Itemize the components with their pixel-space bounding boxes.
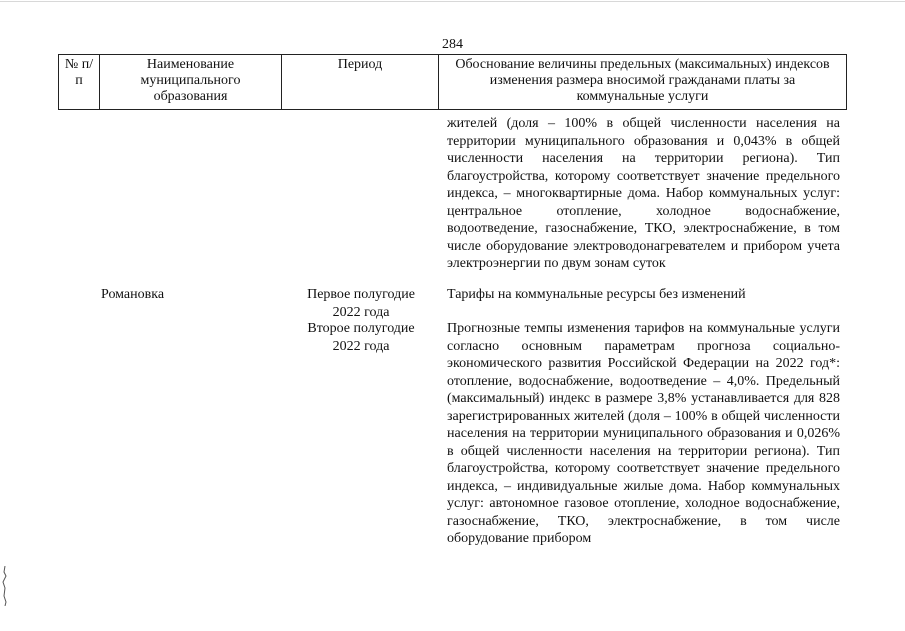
- municipality-name: Романовка: [101, 287, 165, 302]
- period-second-line2: 2022 года: [332, 338, 390, 354]
- justification-second-half: [447, 320, 840, 548]
- table-header: [58, 54, 847, 110]
- continuation-paragraph: жителей (доля – 100% в общей численности населения на территории муниципального образования и 0,043% в общей численности населения на территории региона). Тип благоустройства, которому соответствует значение предельного индекса, – многоквартирные дома. Набор коммунальных услуг: центральное отопление, холодное водоснабжение, водоотведение, газоснабжение, ТКО, электроснабжение, в том числе оборудование электроводонагревателем и прибором учета электроэнергии по двум зонам суток: [447, 116, 840, 271]
- period-first-line2: 2022 года: [332, 304, 390, 320]
- header-period: Период: [282, 55, 439, 110]
- header-justification: Обоснование величины предельных (максимальных) индексов изменения размера вносимой гражданами платы за коммунальные услуги: [439, 55, 847, 110]
- scan-artifact-mark: [2, 566, 8, 606]
- scan-edge-line: [0, 1, 905, 2]
- period-first-line1: Первое полугодие: [307, 287, 415, 302]
- header-municipality-name: Наименование муниципального образования: [100, 55, 282, 110]
- justification-second-text: Прогнозные темпы изменения тарифов на коммунальные услуги согласно основным параметрам прогноза социально-экономического развития Российской Федерации на 2022 год*: отопление, водоснабжение, водоотведение – 4,0%. Предельный (максимальный) индекс в размере 3,8% устанавливается для 828 зарегистрированных жителей (доля – 100% в общей численности населения на территории муниципального образования и 0,026% в общей численности населения на территории региона). Тип благоустройства, которому соответствует значение предельного индекса, – индивидуальные жилые дома. Набор коммунальных услуг: автономное газовое отопление, холодное водоснабжение, газоснабжение, ТКО, электроснабжение, в том числе оборудование прибором: [447, 321, 840, 546]
- continuation-text: [447, 115, 840, 273]
- justification-first-half: [447, 286, 840, 304]
- period-second-line1: Второе полугодие: [307, 321, 415, 336]
- header-num: № п/п: [59, 55, 100, 110]
- period-first-half: [296, 286, 426, 321]
- period-second-half: [296, 320, 426, 355]
- justification-first-text: Тарифы на коммунальные ресурсы без изменений: [447, 287, 746, 302]
- page-number: 284: [442, 37, 463, 52]
